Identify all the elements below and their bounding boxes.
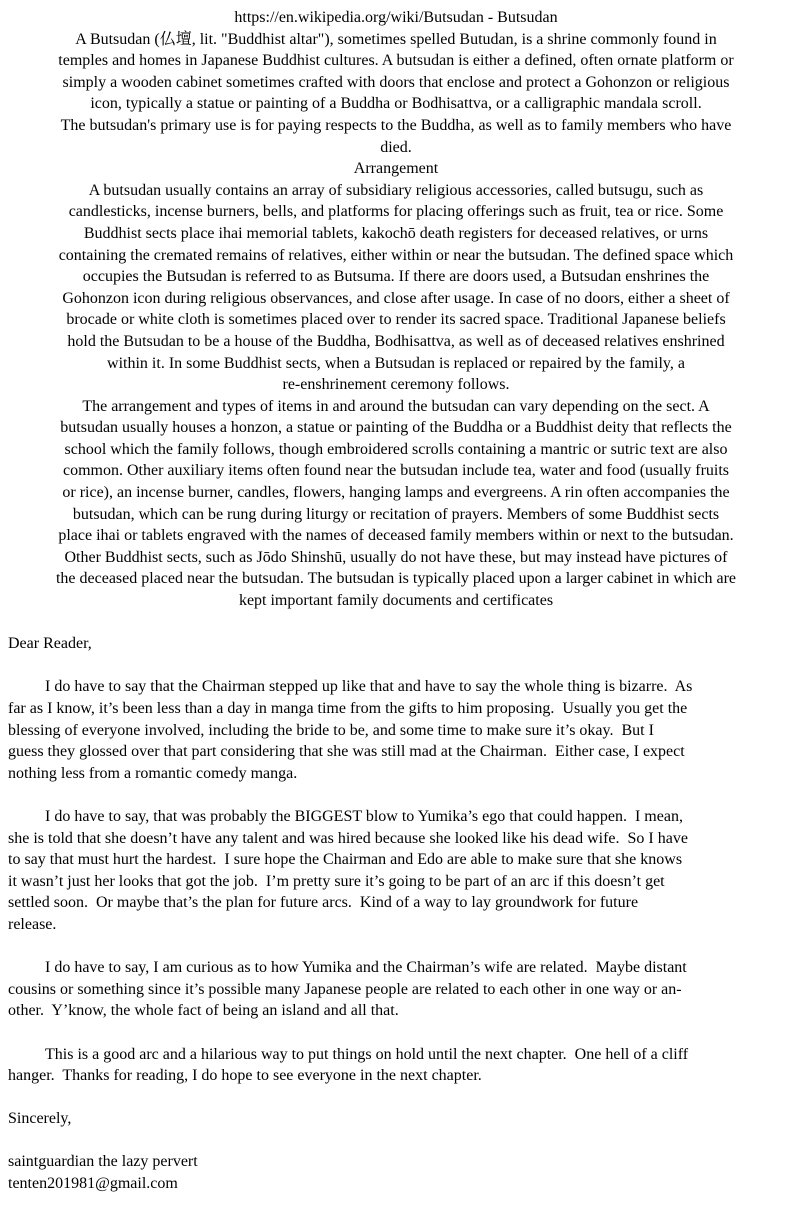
text-line: school which the family follows, though embroidered scrolls containing a mantric or sutric text are also [64, 440, 728, 458]
text-line: within it. In some Buddhist sects, when a Butsudan is replaced or repaired by the family, a [107, 354, 685, 372]
signature-block [8, 1151, 788, 1194]
text-line: she is told that she doesn’t have any talent and was hired because she looked like his dead wife. So I have [8, 829, 688, 847]
wiki-paragraph-intro [0, 29, 792, 115]
letter-paragraph [8, 1044, 788, 1087]
text-line: The butsudan's primary use is for paying respects to the Buddha, as well as to family members who have [60, 116, 732, 134]
wiki-paragraph-primary-use [0, 115, 792, 158]
wiki-excerpt [0, 7, 792, 612]
text-line: hold the Butsudan to be a house of the Buddha, Bodhisattva, as well as of deceased relatives enshrined [67, 332, 725, 350]
text-line: icon, typically a statue or painting of a Buddha or Bodhisattva, or a calligraphic mandala scroll. [90, 95, 702, 113]
section-heading-arrangement: Arrangement [353, 160, 439, 178]
text-line: other. Y’know, the whole fact of being an island and all that. [8, 1002, 399, 1020]
text-line: hanger. Thanks for reading, I do hope to see everyone in the next chapter. [8, 1067, 482, 1085]
text-line: Other Buddhist sects, such as Jōdo Shinshū, usually do not have these, but may instead have pictures of [64, 548, 728, 566]
wiki-paragraph-items [0, 396, 792, 612]
text-line: place ihai or tablets engraved with the names of deceased family members within or next to the butsudan. [58, 527, 734, 545]
signature-email: tenten201981@gmail.com [8, 1175, 178, 1193]
text-line: far as I know, it’s been less than a day in manga time from the gifts to him proposing. Usually you get the [8, 700, 688, 717]
letter-paragraph [8, 957, 788, 1022]
text-line: re-enshrinement ceremony follows. [282, 376, 510, 394]
letter [0, 633, 792, 1194]
text-line: or rice), an incense burner, candles, flowers, hanging lamps and evergreens. A rin often accompanies the [62, 484, 730, 502]
text-line: nothing less from a romantic comedy manga. [8, 764, 298, 782]
text-line: butsudan, which can be rung during liturgy or recitation of prayers. Members of some Buddhist sects [72, 505, 720, 523]
signature-name: saintguardian the lazy pervert [8, 1153, 198, 1171]
text-line: temples and homes in Japanese Buddhist cultures. A butsudan is either a defined, often ornate platform or [58, 52, 734, 70]
text-line: blessing of everyone involved, including the bride to be, and some time to make sure it’s okay. But I [8, 721, 654, 739]
text-line: common. Other auxiliary items often found near the butsudan include tea, water and food (usually fruits [62, 462, 730, 480]
text-line: the deceased placed near the butsudan. The butsudan is typically placed upon a larger cabinet in which are [55, 570, 737, 588]
text-line: I do have to say, I am curious as to how Yumika and the Chairman’s wife are related. Maybe distant [45, 959, 687, 977]
text-line: Buddhist sects place ihai memorial tablets, kakochō death registers for deceased relatives, or urns [83, 224, 709, 242]
text-line: simply a wooden cabinet sometimes crafted with doors that enclose and protect a Gohonzon or religious [62, 73, 730, 91]
text-line: died. [380, 138, 412, 156]
letter-body [8, 676, 788, 1086]
text-line: This is a good arc and a hilarious way to put things on hold until the next chapter. One hell of a cliff [45, 1045, 689, 1063]
text-line: kept important family documents and certificates [238, 592, 554, 610]
text-line: candlesticks, incense burners, bells, and platforms for placing offerings such as fruit, tea or rice. Some [68, 203, 724, 221]
text-line: The arrangement and types of items in and around the butsudan can vary depending on the sect. A [82, 397, 710, 415]
text-line: to say that must hurt the hardest. I sure hope the Chairman and Edo are able to make sure that she knows [8, 851, 683, 869]
salutation: Dear Reader, [8, 635, 92, 653]
wiki-paragraph-arrangement [0, 180, 792, 396]
text-line: guess they glossed over that part considering that she was still mad at the Chairman. Either case, I expect [8, 743, 685, 761]
text-line: settled soon. Or maybe that’s the plan for future arcs. Kind of a way to lay groundwork for future [8, 894, 639, 912]
text-line: containing the cremated remains of relatives, either within or near the butsudan. The defined space which [58, 246, 734, 264]
text-line: cousins or something since it’s possible many Japanese people are related to each other in one way or an- [8, 980, 682, 998]
text-line: brocade or white cloth is sometimes placed over to render its sacred space. Traditional Japanese beliefs [66, 311, 726, 329]
text-line: A butsudan usually contains an array of subsidiary religious accessories, called butsugu, such as [88, 181, 704, 199]
text-line: I do have to say, that was probably the BIGGEST blow to Yumika’s ego that could happen. I mean, [45, 807, 683, 825]
source-url: https://en.wikipedia.org/wiki/Butsudan - Butsudan [234, 9, 558, 26]
letter-paragraph [8, 806, 788, 936]
text-line: release. [8, 915, 57, 933]
text-line: it wasn’t just her looks that got the job. I’m pretty sure it’s going to be part of an arc if this doesn’t get [8, 872, 665, 890]
text-line: I do have to say that the Chairman stepped up like that and have to say the whole thing is bizarre. As [45, 678, 693, 696]
letter-paragraph [8, 676, 788, 784]
text-line: A Butsudan (仏壇, lit. "Buddhist altar"), sometimes spelled Butudan, is a shrine commonly found in [75, 30, 717, 48]
text-line: Gohonzon icon during religious observances, and close after usage. In case of no doors, either a sheet of [62, 289, 730, 307]
text-line: occupies the Butsudan is referred to as Butsuma. If there are doors used, a Butsudan enshrines the [82, 268, 710, 286]
closing: Sincerely, [8, 1110, 72, 1128]
text-line: butsudan usually houses a honzon, a statue or painting of the Buddha or a Buddhist deity that reflects the [60, 419, 732, 437]
